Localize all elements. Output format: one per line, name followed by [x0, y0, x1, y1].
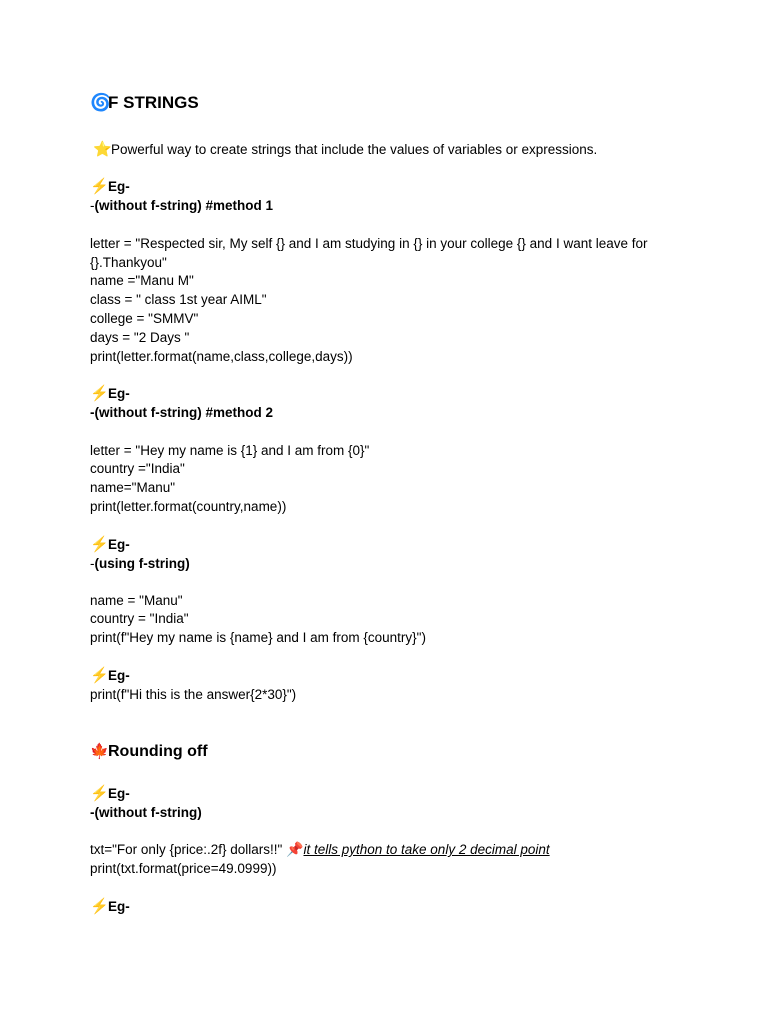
code-line: print(f"Hi this is the answer{2*30}") — [90, 687, 297, 702]
star-icon: ⭐ — [93, 141, 112, 158]
lightning-icon: ⚡ — [90, 667, 109, 684]
code-line: print(f"Hey my name is {name} and I am from {country}") — [90, 630, 426, 645]
maple-leaf-icon: 🍁 — [90, 743, 109, 760]
code-line: print(txt.format(price=49.0999)) — [90, 861, 277, 876]
lightning-icon: ⚡ — [90, 898, 109, 915]
code-line: letter = "Respected sir, My self {} and I am studying in {} in your college {} and I want leave for — [90, 236, 648, 251]
eg-label: ⚡Eg- — [90, 898, 130, 915]
example-heading: -(without f-string) — [90, 805, 202, 820]
section-title-rounding-off: 🍁Rounding off — [90, 743, 208, 760]
eg-label: ⚡Eg- — [90, 785, 130, 802]
eg-label: ⚡Eg- — [90, 536, 130, 553]
section-title-f-strings: 🌀F STRINGS — [90, 93, 199, 112]
eg-label: ⚡Eg- — [90, 385, 130, 402]
code-line: college = "SMMV" — [90, 311, 199, 326]
code-line: print(letter.format(name,class,college,days)) — [90, 349, 353, 364]
code-line: days = "2 Days " — [90, 330, 190, 345]
code-line: {}.Thankyou" — [90, 255, 167, 270]
lightning-icon: ⚡ — [90, 178, 109, 195]
cyclone-icon: 🌀 — [90, 93, 112, 112]
code-line: country = "India" — [90, 611, 189, 626]
eg-label: ⚡Eg- — [90, 667, 130, 684]
code-line: txt="For only {price:.2f} dollars!!" 📌it tells python to take only 2 decimal point — [90, 841, 550, 857]
code-line: name="Manu" — [90, 480, 176, 495]
code-line: class = " class 1st year AIML" — [90, 292, 267, 307]
lightning-icon: ⚡ — [90, 536, 109, 553]
code-line: name = "Manu" — [90, 593, 183, 608]
code-line: name ="Manu M" — [90, 273, 194, 288]
example-heading: -(without f-string) #method 2 — [90, 405, 273, 420]
code-line: print(letter.format(country,name)) — [90, 499, 287, 514]
code-line: letter = "Hey my name is {1} and I am from {0}" — [90, 443, 370, 458]
eg-label: ⚡Eg- — [90, 178, 130, 195]
code-line: country ="India" — [90, 461, 185, 476]
intro-line: ⭐Powerful way to create strings that include the values of variables or expressions. — [93, 141, 598, 158]
lightning-icon: ⚡ — [90, 385, 109, 402]
pushpin-icon: 📌 — [286, 841, 304, 857]
annotation-note: it tells python to take only 2 decimal point — [303, 842, 550, 857]
example-heading: -(without f-string) #method 1 — [90, 198, 273, 213]
lightning-icon: ⚡ — [90, 785, 109, 802]
example-heading: -(using f-string) — [90, 556, 190, 571]
